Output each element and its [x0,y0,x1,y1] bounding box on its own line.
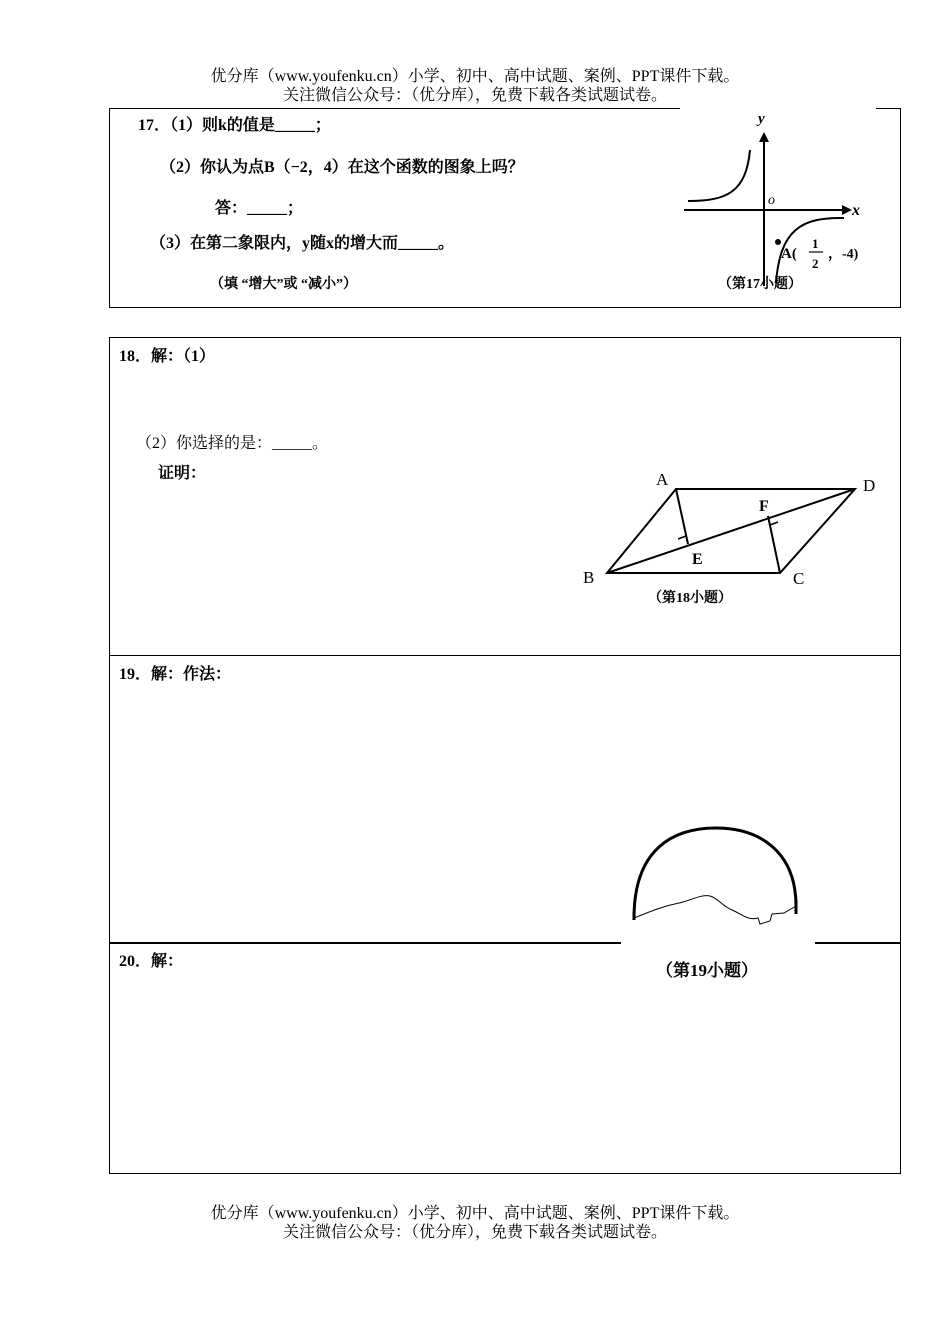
q18-figure-parallelogram [576,468,886,614]
label-e: E [692,551,703,568]
x-axis-arrow [842,205,852,215]
q17-part1: 17．（1）则k的值是_____； [138,117,331,134]
label-b: B [583,568,595,587]
q17-figure-hyperbola [676,108,880,296]
y-axis-label: y [758,111,765,127]
label-a: A [656,470,669,489]
header-line-2: 关注微信公众号：（优分库），免费下载各类试题试卷。 [282,87,667,104]
q18-proof: 证明： [158,465,207,482]
arc-outline [634,828,796,918]
label-f: F [759,498,769,515]
footer-line-1: 优分库（www.youfenku.cn）小学、初中、高中试题、案例、PPT课件下载。 [210,1205,740,1222]
q19-figure-arc [624,818,814,984]
origin-label: o [768,193,775,208]
frac-denominator: 2 [812,256,819,271]
q20-text: 20．解： [119,953,184,970]
header-line-1: 优分库（www.youfenku.cn）小学、初中、高中试题、案例、PPT课件下载。 [210,68,740,85]
q18-part1: 18．解：（1） [119,348,216,365]
frac-numerator: 1 [812,236,819,251]
footer-line-2: 关注微信公众号：（优分库），免费下载各类试题试卷。 [282,1224,667,1241]
q19-caption: （第19小题） [656,961,758,980]
label-c: C [793,569,805,588]
q17-hint: （填 “增大”或 “减小”） [210,277,357,292]
hyperbola-branch-q2 [688,150,750,201]
x-axis-label: x [852,202,860,219]
right-angle-e [678,536,688,544]
torn-edge [634,896,796,924]
q17-part3: （3）在第二象限内，y随x的增大而_____。 [150,235,455,252]
point-a-tail: ，-4) [828,247,859,262]
label-d: D [863,476,876,495]
q18-part2: （2）你选择的是：_____。 [136,435,329,452]
y-axis-arrow [759,132,769,142]
q19-text: 19．解：作法： [119,666,232,683]
q18-caption: （第18小题） [648,591,732,606]
q17-answer: 答：_____； [215,200,304,217]
q17-caption: （第17小题） [718,277,802,292]
point-a [775,239,781,245]
q17-part2: （2）你认为点B（−2，4）在这个函数的图象上吗？ [160,159,524,176]
point-a-label: A( [781,246,797,262]
